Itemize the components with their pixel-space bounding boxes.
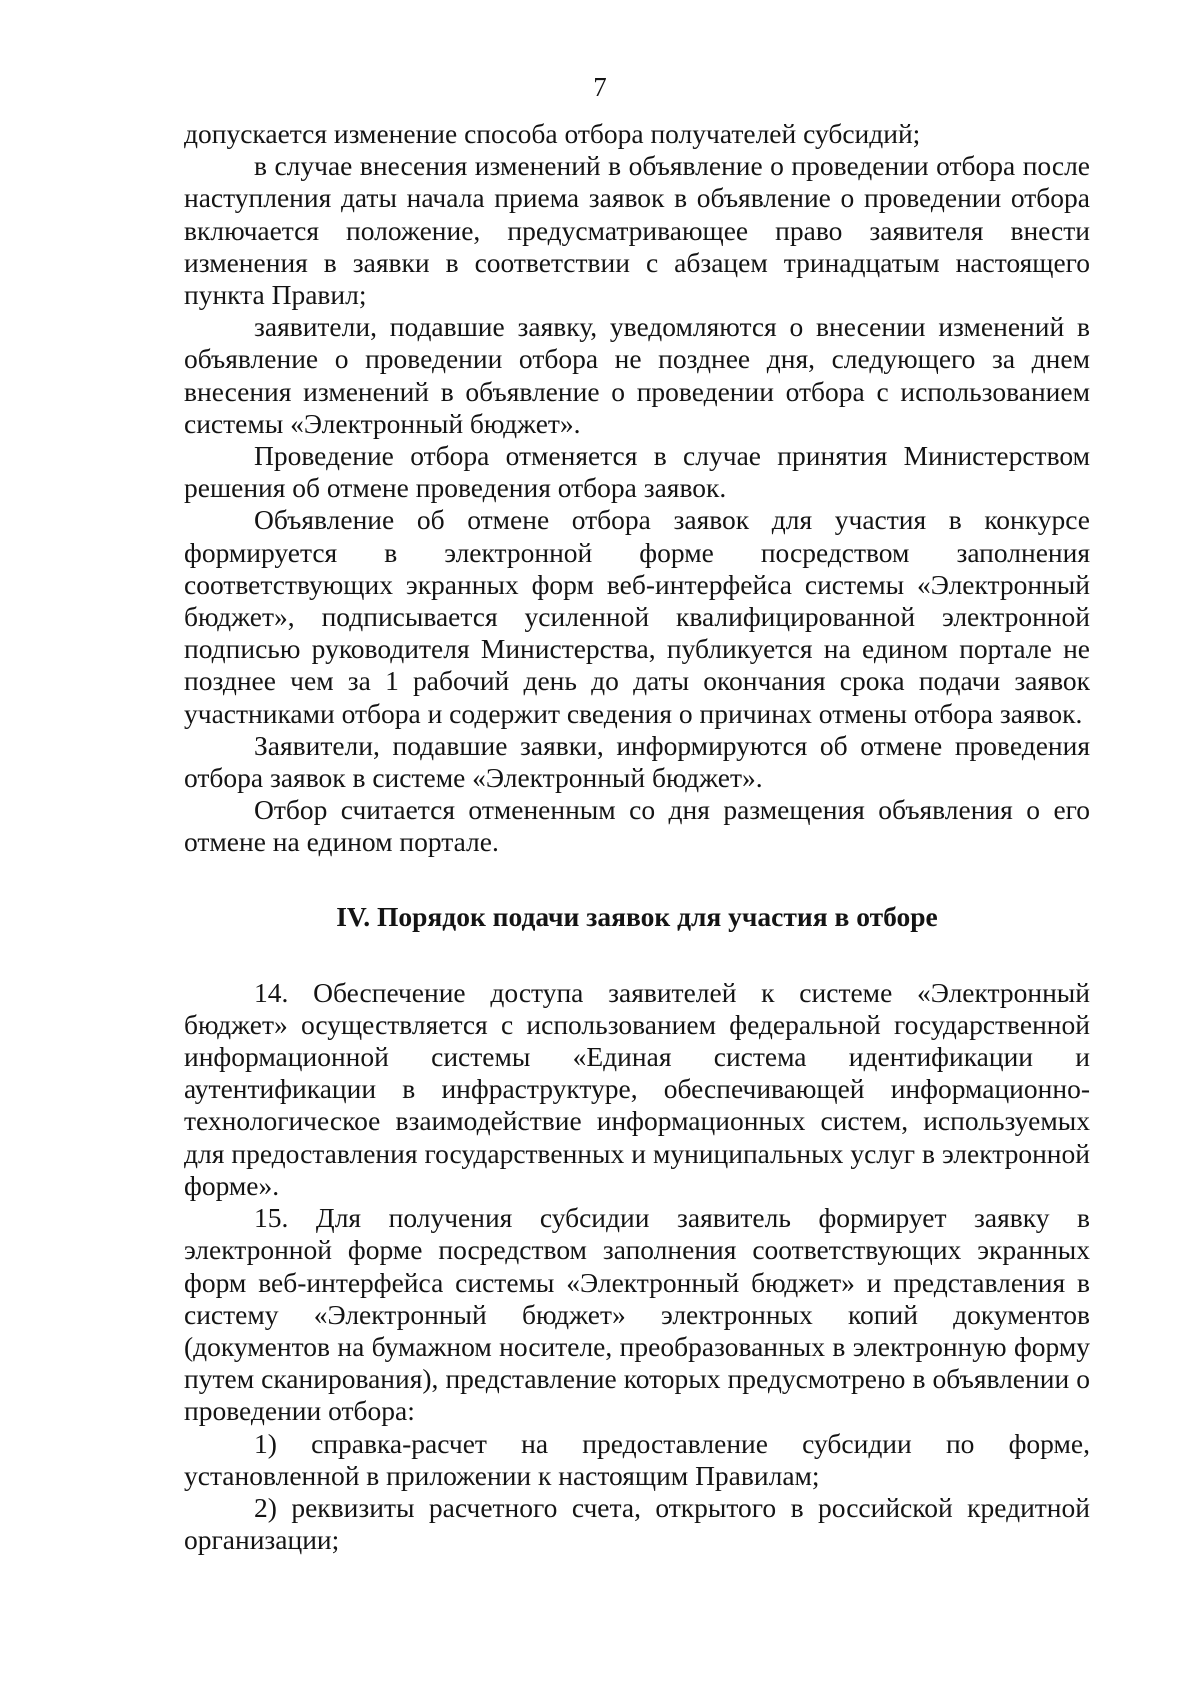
section-heading: IV. Порядок подачи заявок для участия в отборе <box>336 900 938 932</box>
paragraph: в случае внесения изменений в объявление о проведении отбора после наступления даты начала приема заявок в объявление о проведении отбора включается положение, предусматривающее право заявителя внести изменения в заявки в соответствии с абзацем тринадцатым настоящего пункта Правил; <box>184 150 1090 311</box>
paragraph: 15. Для получения субсидии заявитель формирует заявку в электронной форме посредством заполнения соответствующих экранных форм веб-интерфейса системы «Электронный бюджет» и представления в систему «Электронный бюджет» электронных копий документов (документов на бумажном носителе, преобразованных в электронную форму путем сканирования), представление которых предусмотрено в объявлении о проведении отбора: <box>184 1202 1090 1427</box>
paragraphs-after-heading <box>184 977 1090 1557</box>
paragraphs-before-heading <box>184 118 1090 859</box>
paragraph: 14. Обеспечение доступа заявителей к системе «Электронный бюджет» осуществляется с использованием федеральной государственной информационной системы «Единая система идентификации и аутентификации в инфраструктуре, обеспечивающей информационно-технологическое взаимодействие информационных систем, используемых для предоставления государственных и муниципальных услуг в электронной форме». <box>184 976 1090 1201</box>
list-item: 1) справка-расчет на предоставление субсидии по форме, установленной в приложении к настоящим Правилам; <box>184 1427 1090 1491</box>
paragraph: допускается изменение способа отбора получателей субсидий; <box>184 118 921 149</box>
document-body <box>184 118 1090 1556</box>
paragraph: Проведение отбора отменяется в случае принятия Министерством решения об отмене проведения отбора заявок. <box>184 440 1090 504</box>
paragraph: Объявление об отмене отбора заявок для участия в конкурсе формируется в электронной форме посредством заполнения соответствующих экранных форм веб-интерфейса системы «Электронный бюджет», подписывается усиленной квалифицированной электронной подписью руководителя Министерства, публикуется на едином портале не позднее чем за 1 рабочий день до даты окончания срока подачи заявок участниками отбора и содержит сведения о причинах отмены отбора заявок. <box>184 504 1090 729</box>
paragraph: Заявители, подавшие заявки, информируются об отмене проведения отбора заявок в системе «Электронный бюджет». <box>184 729 1090 794</box>
paragraph: заявители, подавшие заявку, уведомляются о внесении изменений в объявление о проведении отбора не позднее дня, следующего за днем внесения изменений в объявление о проведении отбора с использованием системы «Электронный бюджет». <box>184 311 1090 439</box>
page-number: 7 <box>593 72 607 102</box>
paragraph: Отбор считается отмененным со дня размещения объявления о его отмене на едином портале. <box>184 794 1090 858</box>
list-item: 2) реквизиты расчетного счета, открытого в российской кредитной организации; <box>184 1491 1090 1556</box>
